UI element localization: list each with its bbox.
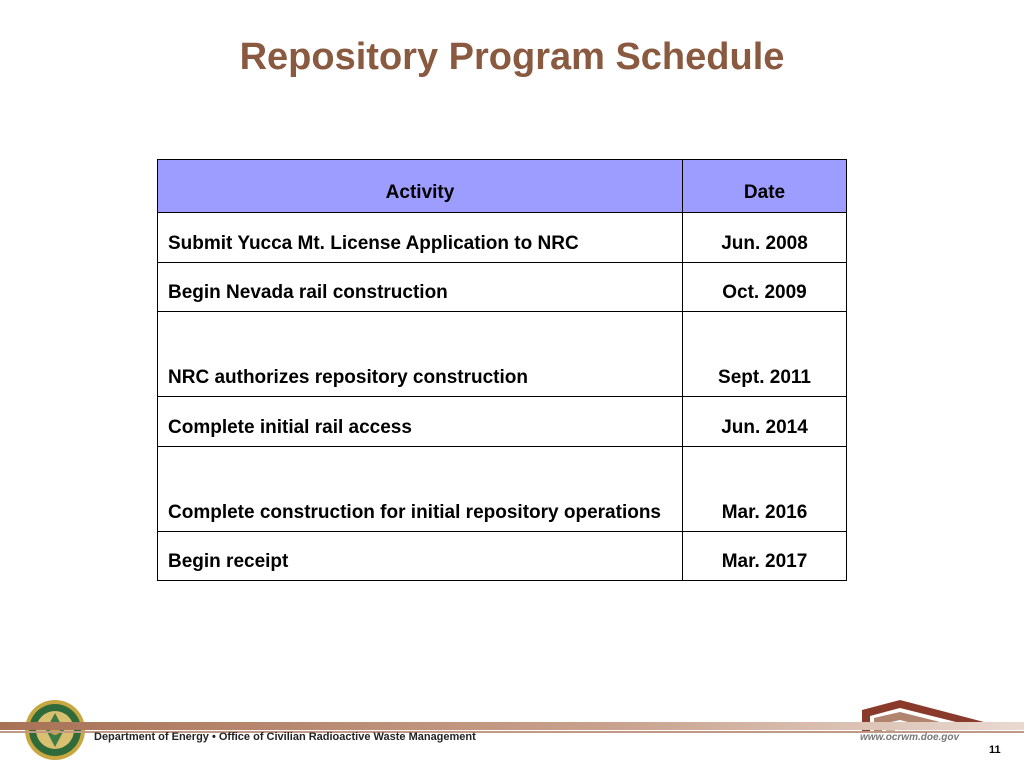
table-row: [158, 397, 847, 447]
schedule-table: [157, 159, 847, 581]
footer-url: www.ocrwm.doe.gov: [860, 732, 960, 743]
date-cell: Jun. 2014: [683, 397, 847, 447]
table-row: [158, 532, 847, 581]
activity-cell: NRC authorizes repository construction: [158, 312, 683, 397]
activity-cell: Begin receipt: [158, 532, 683, 581]
activity-cell: Submit Yucca Mt. License Application to NRC: [158, 213, 683, 263]
footer-org-text: Department of Energy • Office of Civilian Radioactive Waste Management: [94, 731, 476, 743]
table-row: [158, 447, 847, 532]
page-number: 11: [989, 744, 1001, 756]
table-row: [158, 263, 847, 312]
table-header-row: [158, 160, 847, 213]
activity-cell: Complete construction for initial repository operations: [158, 447, 683, 532]
date-cell: Sept. 2011: [683, 312, 847, 397]
doe-seal-icon: [24, 699, 86, 761]
table-row: [158, 213, 847, 263]
date-cell: Mar. 2017: [683, 532, 847, 581]
date-cell: Oct. 2009: [683, 263, 847, 312]
table-row: [158, 312, 847, 397]
activity-cell: Complete initial rail access: [158, 397, 683, 447]
activity-header: Activity: [158, 160, 683, 213]
date-cell: Mar. 2016: [683, 447, 847, 532]
slide-title: Repository Program Schedule: [239, 36, 785, 78]
activity-cell: Begin Nevada rail construction: [158, 263, 683, 312]
date-header: Date: [683, 160, 847, 213]
date-cell: Jun. 2008: [683, 213, 847, 263]
footer-bar: [0, 722, 1024, 730]
